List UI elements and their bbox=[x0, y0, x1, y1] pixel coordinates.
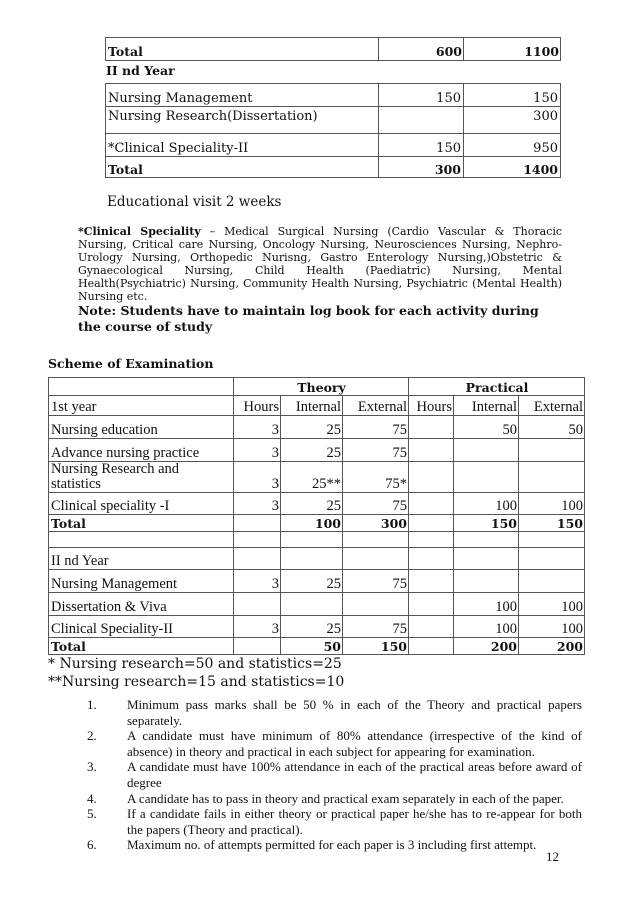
clinical-speciality-text: – Medical Surgical Nursing (Cardio Vascular & Thoracic Nursing, Critical care Nursing, Oncology Nursing, Neurosciences Nursing, Nephro-Urology Nursing, Orthopedic Nurisng, Gastro Enterology Nursing,)Obstetric & Gynaecological Nursing, Child Health (Paediatric) Nursing, Mental Health(Psychiatric) Nursing, Community Health Nursing, Psychiatric (Mental Health) Nursing etc. bbox=[78, 225, 563, 303]
value-cell: 950 bbox=[464, 134, 561, 157]
empty-row bbox=[49, 532, 585, 548]
rule-number: 5. bbox=[87, 806, 97, 822]
column-header: Internal bbox=[454, 396, 519, 416]
rule-item bbox=[80, 837, 582, 853]
clinical-speciality-label: *Clinical Speciality bbox=[78, 225, 201, 238]
value-cell bbox=[409, 570, 454, 593]
rule-number: 2. bbox=[87, 728, 97, 744]
value-cell: 50 bbox=[519, 416, 585, 439]
table-row bbox=[49, 493, 585, 515]
theory-header: Theory bbox=[234, 378, 409, 396]
rule-item bbox=[80, 791, 582, 807]
value-cell: 75 bbox=[343, 439, 409, 462]
total-label: Total bbox=[49, 638, 234, 655]
table-row bbox=[106, 38, 561, 61]
value-cell: 3 bbox=[234, 493, 281, 515]
rule-number: 3. bbox=[87, 759, 97, 775]
second-year-table bbox=[105, 83, 561, 178]
exam-rules-list bbox=[80, 697, 582, 853]
value-cell: 100 bbox=[519, 616, 585, 638]
rule-text: A candidate has to pass in theory and practical exam separately in each of the paper. bbox=[127, 790, 564, 806]
rule-item bbox=[80, 806, 582, 837]
empty-cell bbox=[234, 532, 281, 548]
group-header-row bbox=[49, 378, 585, 396]
footnote: **Nursing research=15 and statistics=10 bbox=[48, 674, 345, 690]
value-cell bbox=[454, 439, 519, 462]
empty-cell bbox=[281, 532, 343, 548]
value-cell: 25 bbox=[281, 570, 343, 593]
total-value bbox=[409, 638, 454, 655]
table-row bbox=[106, 107, 561, 134]
rule-text: Maximum no. of attempts permitted for each paper is 3 including first attempt. bbox=[127, 837, 537, 853]
table-row bbox=[49, 439, 585, 462]
value-cell bbox=[409, 493, 454, 515]
rule-number: 1. bbox=[87, 697, 97, 712]
value-cell: 3 bbox=[234, 616, 281, 638]
value-cell: 25** bbox=[281, 462, 343, 493]
second-year-heading: II nd Year bbox=[106, 63, 175, 78]
value-cell: 150 bbox=[464, 84, 561, 107]
empty-cell bbox=[409, 548, 454, 570]
value-cell bbox=[409, 593, 454, 616]
empty-cell bbox=[454, 548, 519, 570]
value-cell: 3 bbox=[234, 462, 281, 493]
table-row bbox=[106, 84, 561, 107]
exam-scheme-table bbox=[48, 377, 585, 655]
empty-cell bbox=[519, 548, 585, 570]
second-year-label: II nd Year bbox=[49, 548, 234, 570]
value-cell: 3 bbox=[234, 570, 281, 593]
column-header: Hours bbox=[409, 396, 454, 416]
value-cell: 25 bbox=[281, 416, 343, 439]
value-cell bbox=[519, 462, 585, 493]
value-cell bbox=[379, 107, 464, 134]
empty-cell bbox=[343, 548, 409, 570]
value-cell: 25 bbox=[281, 493, 343, 515]
clinical-speciality-note bbox=[78, 226, 562, 303]
empty-cell bbox=[49, 378, 234, 396]
footnote: * Nursing research=50 and statistics=25 bbox=[48, 656, 342, 672]
value-cell bbox=[409, 616, 454, 638]
rule-text: A candidate must have minimum of 80% attendance (irrespective of the kind of absence) in theory and practical in each subject for appearing for examination. bbox=[127, 728, 582, 759]
total-value: 150 bbox=[519, 515, 585, 532]
subject-cell: Advance nursing practice bbox=[49, 439, 234, 462]
subject-cell: *Clinical Speciality-II bbox=[106, 134, 379, 157]
rule-number: 6. bbox=[87, 837, 97, 853]
empty-cell bbox=[343, 532, 409, 548]
total-label: Total bbox=[106, 157, 379, 178]
value-cell bbox=[519, 439, 585, 462]
value-cell bbox=[409, 462, 454, 493]
subject-cell: Nursing Research(Dissertation) bbox=[106, 107, 379, 134]
rule-item bbox=[80, 697, 582, 728]
total-row bbox=[49, 638, 585, 655]
value-cell bbox=[343, 593, 409, 616]
value-cell: 75 bbox=[343, 616, 409, 638]
total-value: 50 bbox=[281, 638, 343, 655]
rule-number: 4. bbox=[87, 790, 97, 806]
total-label: Total bbox=[49, 515, 234, 532]
value-cell bbox=[454, 462, 519, 493]
value-cell: 75* bbox=[343, 462, 409, 493]
total-value: 300 bbox=[379, 157, 464, 178]
value-cell: 3 bbox=[234, 439, 281, 462]
value-cell bbox=[281, 593, 343, 616]
total-value bbox=[234, 515, 281, 532]
value-cell: 100 bbox=[519, 593, 585, 616]
rule-text: A candidate must have 100% attendance in each of the practical areas before award of degree bbox=[127, 759, 582, 790]
value-cell: 75 bbox=[343, 570, 409, 593]
column-header: 1st year bbox=[49, 396, 234, 416]
value-cell: 300 bbox=[464, 107, 561, 134]
total-value bbox=[409, 515, 454, 532]
table-row bbox=[49, 570, 585, 593]
rule-item bbox=[80, 759, 582, 790]
value-cell: 150 bbox=[379, 134, 464, 157]
rule-text: Minimum pass marks shall be 50 % in each of the Theory and practical papers separately. bbox=[127, 697, 582, 728]
total-col1: 600 bbox=[379, 38, 464, 61]
value-cell: 25 bbox=[281, 439, 343, 462]
empty-cell bbox=[519, 532, 585, 548]
total-value bbox=[234, 638, 281, 655]
rule-text: If a candidate fails in either theory or practical paper he/she has to re-appear for both the papers (Theory and practical). bbox=[127, 806, 582, 837]
total-value: 200 bbox=[454, 638, 519, 655]
total-label: Total bbox=[106, 38, 379, 61]
value-cell bbox=[454, 570, 519, 593]
empty-cell bbox=[49, 532, 234, 548]
total-value: 100 bbox=[281, 515, 343, 532]
value-cell bbox=[234, 593, 281, 616]
table-row bbox=[49, 416, 585, 439]
table-row bbox=[106, 134, 561, 157]
value-cell: 3 bbox=[234, 416, 281, 439]
column-header: External bbox=[343, 396, 409, 416]
column-header: Hours bbox=[234, 396, 281, 416]
empty-cell bbox=[409, 532, 454, 548]
first-year-total-table bbox=[105, 37, 561, 61]
value-cell: 75 bbox=[343, 493, 409, 515]
value-cell: 25 bbox=[281, 616, 343, 638]
total-row bbox=[49, 515, 585, 532]
value-cell bbox=[409, 439, 454, 462]
table-row bbox=[49, 462, 585, 493]
column-header: External bbox=[519, 396, 585, 416]
empty-cell bbox=[454, 532, 519, 548]
total-value: 150 bbox=[343, 638, 409, 655]
value-cell: 75 bbox=[343, 416, 409, 439]
educational-visit-text: Educational visit 2 weeks bbox=[107, 194, 282, 210]
total-value: 200 bbox=[519, 638, 585, 655]
practical-header: Practical bbox=[409, 378, 585, 396]
subject-cell: Nursing Management bbox=[49, 570, 234, 593]
column-header: Internal bbox=[281, 396, 343, 416]
table-row bbox=[49, 616, 585, 638]
subject-cell: Clinical speciality -I bbox=[49, 493, 234, 515]
value-cell bbox=[409, 416, 454, 439]
total-col2: 1100 bbox=[464, 38, 561, 61]
second-year-label-row bbox=[49, 548, 585, 570]
rule-item bbox=[80, 728, 582, 759]
value-cell: 100 bbox=[454, 616, 519, 638]
subject-cell: Nursing Management bbox=[106, 84, 379, 107]
page-number: 12 bbox=[546, 849, 559, 864]
value-cell: 100 bbox=[454, 593, 519, 616]
subject-cell: Clinical Speciality-II bbox=[49, 616, 234, 638]
subject-cell: Dissertation & Viva bbox=[49, 593, 234, 616]
total-value: 150 bbox=[454, 515, 519, 532]
value-cell: 100 bbox=[454, 493, 519, 515]
subject-cell: Nursing education bbox=[49, 416, 234, 439]
column-header-row bbox=[49, 396, 585, 416]
value-cell: 50 bbox=[454, 416, 519, 439]
value-cell: 150 bbox=[379, 84, 464, 107]
total-value: 1400 bbox=[464, 157, 561, 178]
table-row bbox=[49, 593, 585, 616]
value-cell bbox=[519, 570, 585, 593]
empty-cell bbox=[234, 548, 281, 570]
empty-cell bbox=[281, 548, 343, 570]
log-book-note: Note: Students have to maintain log book for each activity during the course of study bbox=[78, 303, 539, 334]
value-cell: 100 bbox=[519, 493, 585, 515]
subject-cell: Nursing Research and statistics bbox=[49, 462, 234, 493]
scheme-heading: Scheme of Examination bbox=[48, 356, 214, 371]
table-row bbox=[106, 157, 561, 178]
total-value: 300 bbox=[343, 515, 409, 532]
